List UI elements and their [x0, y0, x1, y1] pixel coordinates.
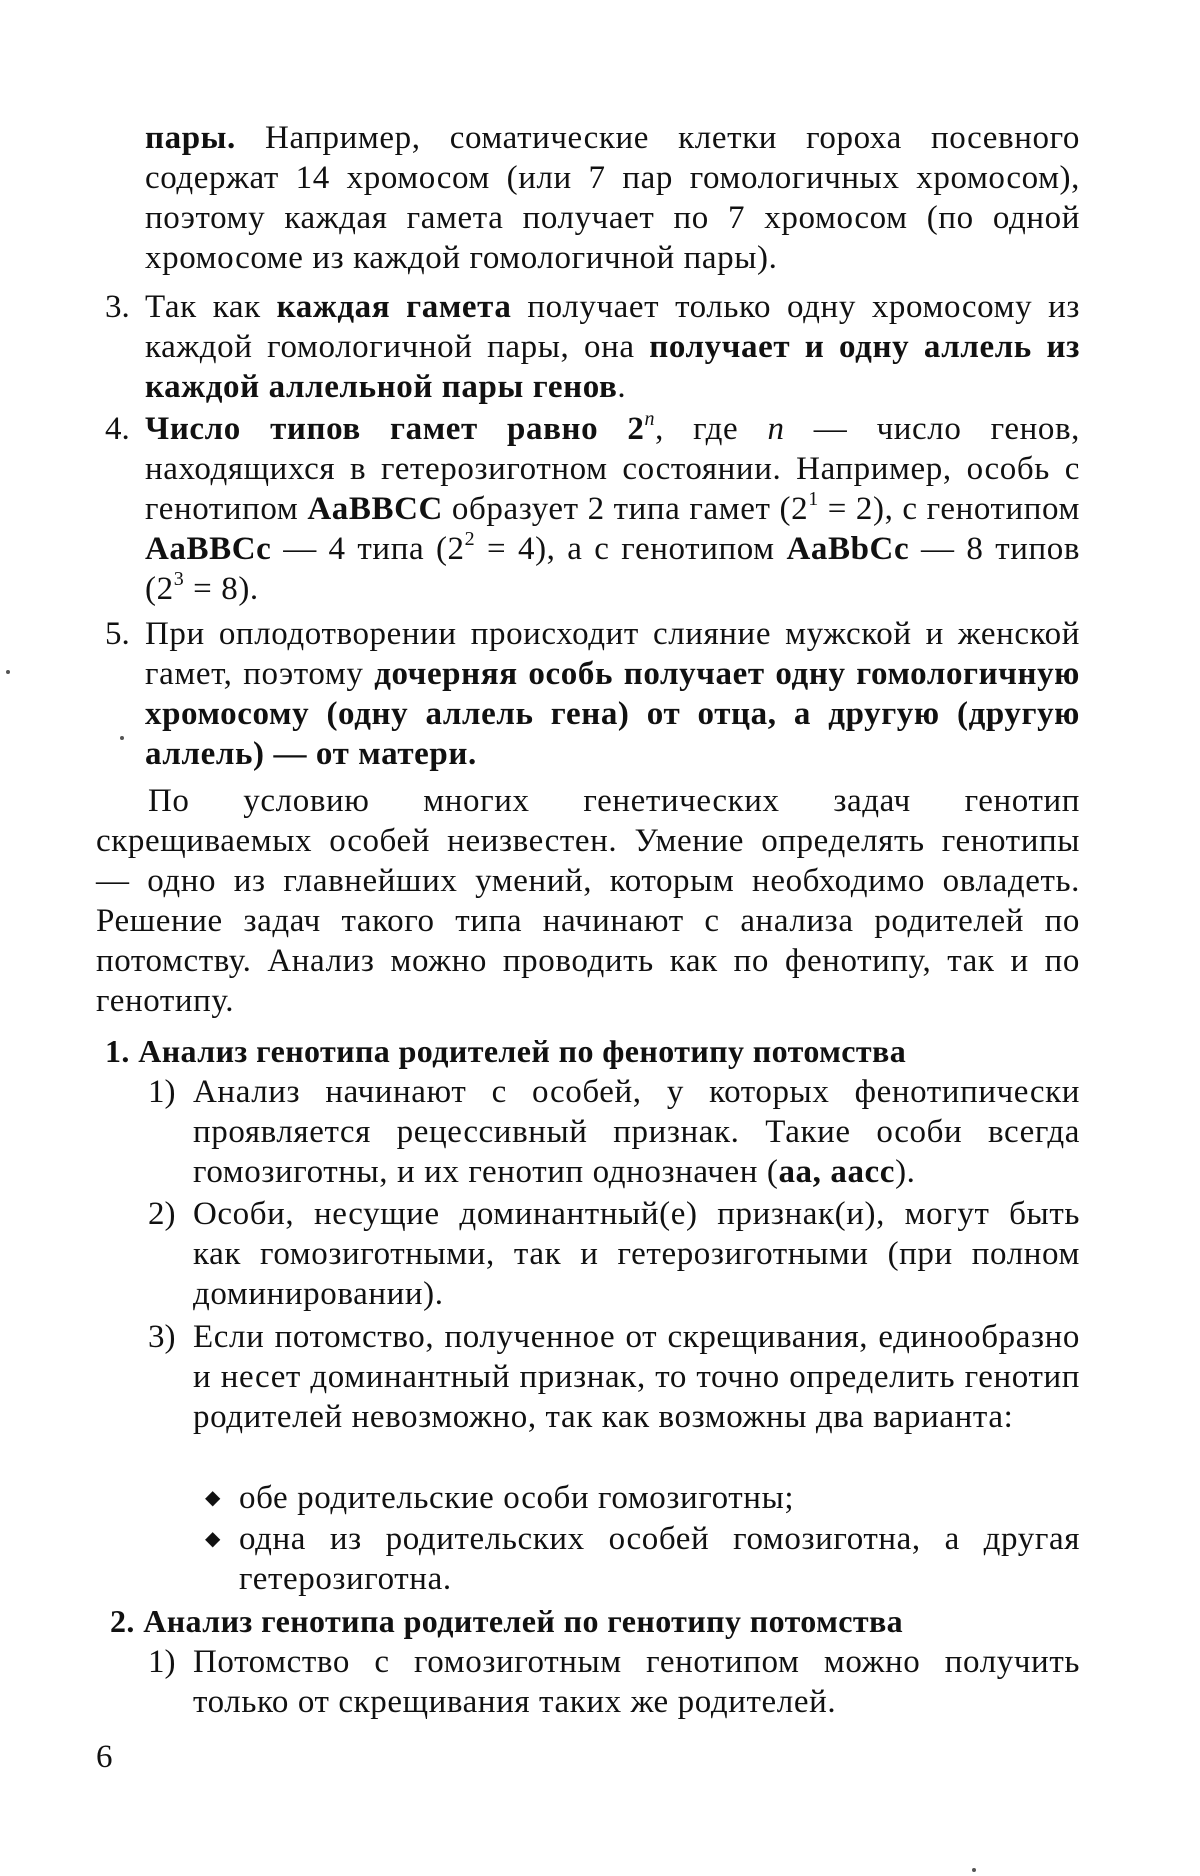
intro-bold-start: пары. — [145, 120, 236, 156]
s1-bullet-2: одна из родительских особей гомозиготна, а другая гетерозиготна. — [239, 1521, 1080, 1597]
rule-3-bold: получает и одну аллель из каждой аллельной пары генов — [145, 329, 1080, 405]
rule-4-sup: 3 — [173, 568, 185, 590]
scan-speck — [6, 670, 10, 674]
rule-4-bold: AaBbCc — [786, 531, 910, 567]
rule-4-text — [145, 409, 1080, 609]
s1-item-1-part: ). — [895, 1154, 916, 1190]
section-2-heading: 2. Анализ генотипа родителей по генотипу потомства — [110, 1603, 904, 1639]
rule-4-part: образует 2 типа гамет (2 — [442, 491, 809, 527]
rule-4-part: , где — [655, 411, 768, 447]
rule-3-part: получает только одну хромосому из каждой гомологичной пары, она — [145, 289, 1080, 365]
rule-4-part: — 8 типов (2 — [145, 531, 1081, 607]
s1-item-number-2: 2) — [148, 1196, 176, 1232]
s1-item-1-part: Анализ начинают с особей, у которых фенотипически проявляется рецессивный признак. Такие особи всегда гомозиготны, и их генотип однозначен ( — [193, 1074, 1080, 1190]
s1-item-2-text: Особи, несущие доминантный(е) признак(и), могут быть как гомозиготными, так и гетерозиготными (при полном доминировании). — [193, 1196, 1080, 1312]
main-paragraph: По условию многих генетических задач генотип скрещиваемых особей неизвестен. Умение определять генотипы — одно из главнейших умений, которым необходимо овладеть. Решение задач такого типа начинают с анализа родителей по потомству. Анализ можно проводить как по фенотипу, так и по генотипу. — [96, 783, 1080, 1019]
rule-4-part: = 2), с генотипом — [818, 491, 1080, 527]
rule-4-bold: AaBBCC — [307, 491, 443, 527]
rule-number-4: 4. — [105, 411, 130, 447]
rule-4-part: = 8). — [184, 571, 259, 607]
s1-item-1-text — [193, 1072, 1080, 1192]
rule-4-sup: 2 — [464, 528, 476, 550]
intro-text: Например, соматические клетки гороха посевного содержат 14 хромосом (или 7 пар гомологичных хромосом), поэтому каждая гамета получает по 7 хромосом (по одной хромосоме из каждой гомологичной пары). — [145, 120, 1080, 276]
s1-item-number-1: 1) — [148, 1074, 176, 1110]
rule-3-bold: каждая гамета — [276, 289, 512, 325]
s1-item-1-bold: aa, aacc — [778, 1154, 896, 1190]
rule-4-bold: AaBBCc — [145, 531, 272, 567]
rule-4-sup: n — [644, 408, 656, 430]
bullet-icon: ◆ — [205, 1487, 221, 1509]
s1-item-3-text: Если потомство, полученное от скрещивания, единообразно и несет доминантный признак, то точно определить генотип родителей невозможно, так как возможны два варианта: — [193, 1319, 1080, 1435]
rule-4-part: — число генов, находящихся в гетерозиготном состоянии. Например, особь с генотипом — [145, 411, 1080, 527]
rule-5-part: При оплодотворении происходит слияние мужской и женской гамет, поэтому — [145, 616, 1080, 692]
rule-4-part: = 4), а с генотипом — [475, 531, 787, 567]
s2-item-1-text: Потомство с гомозиготным генотипом можно получить только от скрещивания таких же родителей. — [193, 1644, 1080, 1720]
section-1-heading: 1. Анализ генотипа родителей по фенотипу потомства — [105, 1033, 907, 1069]
rule-3-part: Так как — [145, 289, 277, 325]
rule-5-text — [145, 614, 1080, 774]
s1-item-number-3: 3) — [148, 1319, 176, 1355]
rule-4-bold: Число типов гамет равно 2 — [145, 411, 645, 447]
scan-speck — [120, 736, 124, 740]
rule-4-italic: n — [767, 411, 785, 447]
rule-4-part: — 4 типа (2 — [271, 531, 465, 567]
s2-item-number-1: 1) — [148, 1644, 176, 1680]
page-number: 6 — [96, 1739, 113, 1775]
rule-4-sup: 1 — [808, 488, 819, 510]
rule-3-text — [145, 287, 1080, 407]
rule-number-3: 3. — [105, 289, 130, 325]
rule-3-part: . — [617, 369, 627, 405]
intro-paragraph — [145, 118, 1080, 278]
scan-speck — [972, 1868, 976, 1872]
rule-5-bold: дочерняя особь получает одну гомологичную хромосому (одну аллель гена) от отца, а другую (другую аллель) — от матери. — [145, 656, 1080, 772]
s1-bullet-1: обе родительские особи гомозиготны; — [239, 1480, 795, 1516]
rule-number-5: 5. — [105, 616, 130, 652]
bullet-icon: ◆ — [205, 1528, 221, 1550]
